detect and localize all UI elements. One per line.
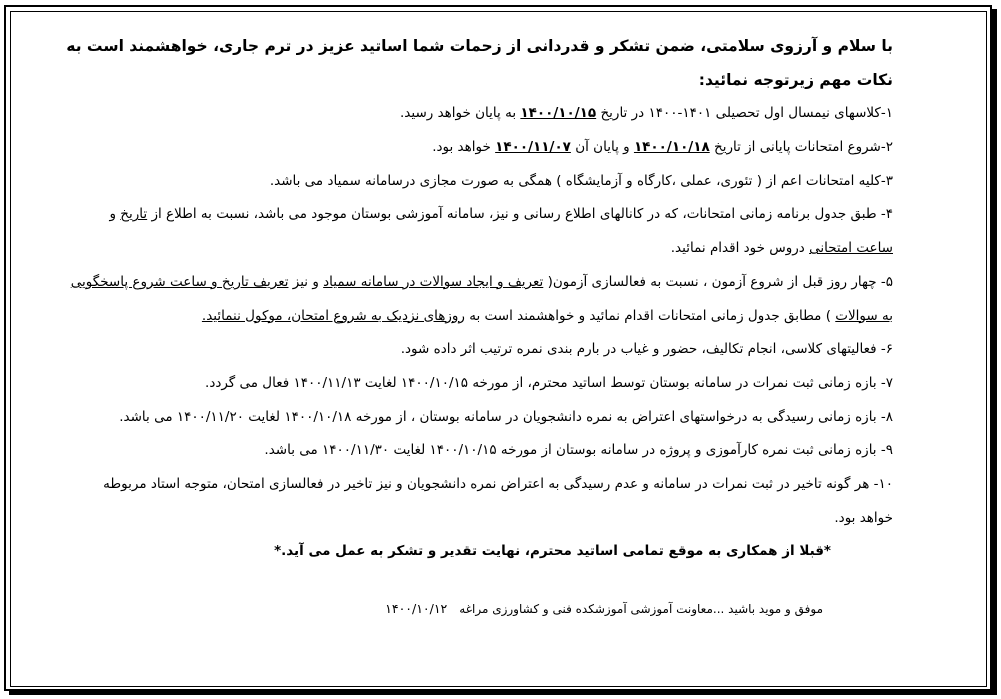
list-item-7: ۷- بازه زمانی ثبت نمرات در سامانه بوستان توسط اساتید محترم، از مورخه ۱۴۰۰/۱۰/۱۵ لغایت ۱۴۰۰/۱۱/۱۳ فعال می گردد. <box>205 374 893 391</box>
list-item-4-line-1: ۴- طبق جدول برنامه زمانی امتحانات، که در کانالهای اطلاع رسانی و نیز، سامانه آموزشی بوستان موجود می باشد، نسبت به اطلاع از تاریخ و <box>109 206 893 223</box>
list-item-3: ۳-کلیه امتحانات اعم از ( تئوری، عملی ،کارگاه و آزمایشگاه ) همگی به صورت مجازی درسامانه سمیاد می باشد. <box>269 172 893 189</box>
closing-note: *قبلا از همکاری به موقع تمامی اساتید محترم، نهایت تقدیر و تشکر به عمل می آید.* <box>274 543 831 560</box>
footer-text: موفق و موید باشید ...معاونت آموزشی آموزشکده فنی و کشاورزی مراغه <box>459 602 823 616</box>
intro-line-2: نکات مهم زیرتوجه نمائید: <box>698 70 893 89</box>
intro-line-1: با سلام و آرزوی سلامتی، ضمن تشکر و قدردانی از زحمات شما اساتید عزیز در ترم جاری، خواهشمند است به <box>66 37 893 55</box>
list-item-1: ۱-کلاسهای نیمسال اول تحصیلی ۱۴۰۱-۱۴۰۰ در تاریخ ۱۴۰۰/۱۰/۱۵ به پایان خواهد رسید. <box>400 105 893 122</box>
footer-signature <box>123 601 823 616</box>
list-item-10-line-1: ۱۰- هر گونه تاخیر در ثبت نمرات در سامانه و عدم رسیدگی به اعتراض نمره دانشجویان و نیز تاخیر در فعالسازی امتحان، متوجه استاد مربوطه <box>103 475 893 492</box>
footer-date: ۱۴۰۰/۱۰/۱۲ <box>385 601 448 616</box>
list-item-2: ۲-شروع امتحانات پایانی از تاریخ ۱۴۰۰/۱۰/۱۸ و پایان آن ۱۴۰۰/۱۱/۰۷ خواهد بود. <box>432 139 893 156</box>
date-exam-end: ۱۴۰۰/۱۱/۰۷ <box>495 139 571 156</box>
date-class-end: ۱۴۰۰/۱۰/۱۵ <box>520 105 597 122</box>
list-item-4-line-2: ساعت امتحانی دروس خود اقدام نمائید. <box>670 240 893 257</box>
date-exam-start: ۱۴۰۰/۱۰/۱۸ <box>633 139 710 156</box>
list-item-8: ۸- بازه زمانی رسیدگی به درخواستهای اعتراض به نمره دانشجویان در سامانه بوستان ، از مورخه ۱۴۰۰/۱۰/۱۸ لغایت ۱۴۰۰/۱۱/۲۰ می باشد. <box>119 408 893 425</box>
list-item-6: ۶- فعالیتهای کلاسی، انجام تکالیف، حضور و غیاب در بارم بندی نمره ترتیب اثر داده شود. <box>400 341 893 358</box>
list-item-9: ۹- بازه زمانی ثبت نمره کارآموزی و پروژه در سامانه بوستان از مورخه ۱۴۰۰/۱۰/۱۵ لغایت ۱۴۰۰/۱۱/۳۰ می باشد. <box>264 442 893 459</box>
list-item-5-line-1: ۵- چهار روز قبل از شروع آزمون ، نسبت به فعالسازی آزمون( تعریف و ایجاد سوالات در سامانه سمیاد و نیز تعریف تاریخ و ساعت شروع پاسخگویی <box>70 273 893 290</box>
list-item-10-line-2: خواهد بود. <box>834 509 893 526</box>
notice-body <box>60 30 893 569</box>
list-item-5-line-2: به سوالات ) مطابق جدول زمانی امتحانات اقدام نمائید و خواهشمند است به روزهای نزدیک به شروع امتحان، موکول ننمائید. <box>201 307 893 324</box>
frame-shadow-right <box>992 9 997 695</box>
